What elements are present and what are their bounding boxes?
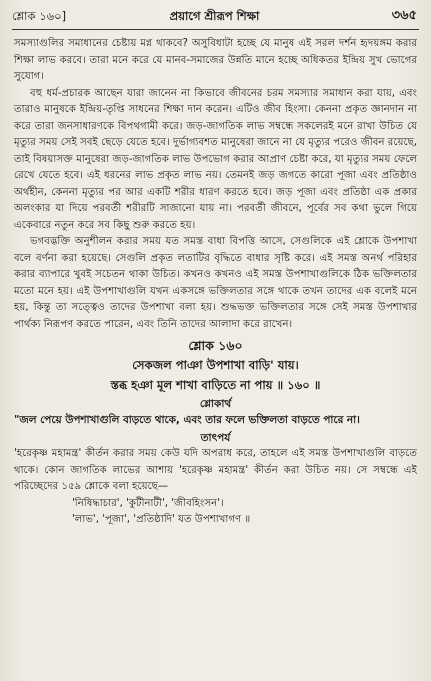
page-body [14,36,417,529]
purport-heading: তাৎপর্য [200,431,231,444]
quoted-line-2: 'লাভ', 'পূজা', 'প্রতিষ্ঠাদি' যত উপশাখাগণ ॥ [72,514,251,525]
purport-text: 'হরেকৃষ্ণ মহামন্ত্র' কীর্তন করার সময় কেউ যদি অপরাধ করে, তাহলে এই সমস্ত উপশাখাগুলি বাড়তে থাকে। কোন জাগতিক লাভের আশায় 'হরেকৃষ্ণ মহামন্ত্র' কীর্তন করা উচিত নয়। সে সম্বন্ধে এই পরিচ্ছেদের ১৫৯ শ্লোকে বলা হয়েছে— [14,448,417,492]
paragraph: সমস্যাগুলির সমাধানের চেষ্টায় মগ্ন থাকবে? অসুবিধাটা হচ্ছে যে মানুষ এই সরল দর্শন হৃদয়ঙ্গম করার শিক্ষা লাভ করবে। তারা মনে করে যে মানব-সমাজের উন্নতি মানে হচ্ছে অধিকতর ইন্দ্রিয় সুখ ভোগের সুযোগ। [14,38,417,82]
translation-text: "জল পেয়ে উপশাখাগুলি বাড়তে থাকে, এবং তার ফলে ভক্তিলতা বাড়তে পারে না। [14,414,360,426]
header-title: প্রয়াগে শ্রীরূপ শিক্ষা [169,9,260,23]
translation-heading: শ্লোকার্থ [199,397,232,410]
header-verse-ref: শ্লোক ১৬০] [12,9,67,23]
page-number: ৩৬৫ [391,8,417,23]
verse-line-2: স্তব্ধ হঞা মূল শাখা বাড়িতে না পায় ॥ ১৬০ ॥ [110,377,321,392]
header-rule [12,29,419,30]
running-header [12,6,417,26]
verse-line-1: সেকজল পাঞা উপশাখা বাড়ি' যায়। [132,357,299,372]
quoted-line-1: 'নিষিদ্ধাচার', 'কুটীনাটী', 'জীবহিংসন'। [72,497,224,509]
paragraph: ভগবদ্ভক্তি অনুশীলন করার সময় যত সমস্ত বাধা বিপত্তি আসে, সেগুলিকে এই শ্লোকে উপশাখা বলে বর্ণনা করা হয়েছে। সেগুলি প্রকৃত লতাটির বৃদ্ধিতে বাধার সৃষ্টি করে। এই সমস্ত অনর্থ পরিহার করার ব্যাপারে খুবই সচেতন থাকা উচিত। কখনও কখনও এই সমস্ত উপশাখাগুলিকে ঠিক ভক্তিলতার মতো মনে হয়। এই উপশাখাগুলি যখন একসঙ্গে ভক্তিলতার সঙ্গে থাকে তখন তাদের এক বলেই মনে হয়, কিন্তু তা সত্ত্বেও তাদের উপশাখা বলা হয়। শুদ্ধভক্ত ভক্তিলতার সঙ্গে সেই সমস্ত উপশাখার পার্থক্য নিরূপণ করতে পারেন, এবং তিনি তাদের আলাদা করে রাখেন। [14,236,417,330]
paragraph: বহু ধর্ম-প্রচারক আছেন যারা জানেন না কিভাবে জীবনের চরম সমস্যার সমাধান করা যায়, এবং তারাও মানুষকে ইন্দ্রিয়-তৃপ্তি সাধনের শিক্ষা দান করেন। এটিও জীব হিংসা। কেননা প্রকৃত জ্ঞানদান না করে তারা জনসাধারণকে বিপথগামী করে। জড়-জাগতিক লাভ সম্বন্ধে সকলেরই মনে রাখা উচিত যে মৃত্যুর সময় সেই সবই ছেড়ে যেতে হবে। দুর্ভাগ্যবশত মানুষেরা জানে না যে মৃত্যুর পরেও জীবন রয়েছে, তাই বিষয়াসক্ত মানুষেরা জড়-জাগতিক লাভ উপভোগ করার আপ্রাণ চেষ্টা করে, যা মৃত্যুর সময় ফেলে রেখে যেতে হবে। এই ধরনের লাভ প্রকৃত লাভ নয়। তেমনই জড় জগতে কারো পূজা এবং প্রতিষ্ঠাও অর্থহীন, কেননা মৃত্যুর পর আর একটি শরীর ধারণ করতে হবে। জড় পূজা এবং প্রতিষ্ঠা এক প্রকার অলংকার যা দিয়ে পরবর্তী শরীরটি সাজানো যায় না। পরবর্তী জীবনে, পূর্বের সব কথা ভুলে গিয়ে একেবারে নতুন করে সব কিছু শুরু করতে হয়। [14,87,417,231]
verse-heading: শ্লোক ১৬০ [188,338,243,353]
